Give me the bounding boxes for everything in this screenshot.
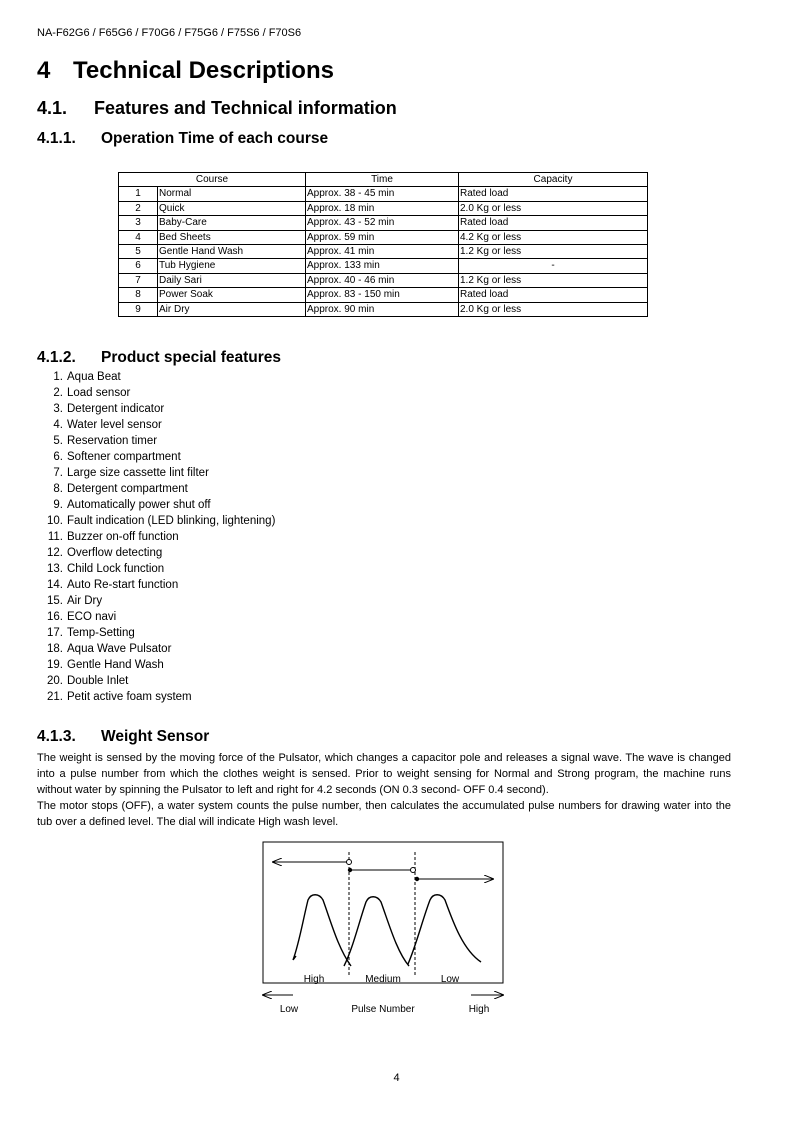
list-item-text: Reservation timer [67, 435, 158, 447]
threshold-marker-filled [415, 877, 419, 881]
course-capacity-cell: Rated load [459, 187, 648, 201]
list-item-text: Overflow detecting [67, 547, 163, 559]
list-item-text: Fault indication (LED blinking, lightening) [67, 515, 276, 527]
list-item-text: Petit active foam system [67, 691, 192, 703]
list-item [37, 529, 275, 545]
list-item-text: Softener compartment [67, 451, 181, 463]
weight-sensor-description [37, 750, 731, 830]
operation-time-heading [37, 130, 328, 148]
course-time-cell: Approx. 43 - 52 min [306, 216, 459, 230]
list-item-number: 7. [53, 467, 63, 479]
table-body [119, 187, 648, 317]
course-name-cell: Daily Sari [158, 273, 306, 287]
table-row [119, 245, 648, 259]
list-item [37, 577, 275, 593]
weight-sensor-title: Weight Sensor [101, 728, 210, 745]
list-item-text: Double Inlet [67, 675, 129, 687]
list-item [37, 513, 275, 529]
threshold-marker-open [411, 868, 416, 873]
list-item [37, 481, 275, 497]
course-name-cell: Tub Hygiene [158, 259, 306, 273]
list-item [37, 369, 275, 385]
table-row [119, 201, 648, 215]
list-item-text: Aqua Beat [67, 371, 121, 383]
list-item-number: 12. [47, 547, 63, 559]
list-item [37, 465, 275, 481]
list-item-text: Large size cassette lint filter [67, 467, 209, 479]
course-index-cell: 6 [119, 259, 158, 273]
list-item [37, 593, 275, 609]
paragraph: The motor stops (OFF), a water system counts the pulse number, then calculates the accumulated pulse numbers for drawing water into the tub over a defined level. The dial will indicate High wash level. [37, 800, 731, 828]
course-index-cell: 4 [119, 230, 158, 244]
level-label-medium: Medium [365, 974, 401, 985]
list-item-text: Detergent compartment [67, 483, 188, 495]
course-capacity-cell: Rated load [459, 216, 648, 230]
course-index-cell: 8 [119, 288, 158, 302]
list-item [37, 673, 275, 689]
section-title: Technical Descriptions [73, 57, 334, 84]
course-time-cell: Approx. 83 - 150 min [306, 288, 459, 302]
diagram-frame [263, 842, 503, 983]
course-name-cell: Gentle Hand Wash [158, 245, 306, 259]
table-row [119, 259, 648, 273]
list-item-number: 10. [47, 515, 63, 527]
course-capacity-cell: 1.2 Kg or less [459, 245, 648, 259]
course-index-cell: 5 [119, 245, 158, 259]
list-item [37, 433, 275, 449]
column-header-capacity: Capacity [459, 173, 648, 187]
course-capacity-cell: 2.0 Kg or less [459, 302, 648, 316]
list-item [37, 561, 275, 577]
list-item-number: 18. [47, 643, 63, 655]
list-item [37, 609, 275, 625]
operation-time-number: 4.1.1. [37, 130, 76, 147]
list-item-number: 8. [53, 483, 63, 495]
list-item-text: Automatically power shut off [67, 499, 211, 511]
course-capacity-cell: - [459, 259, 648, 273]
section-heading [37, 57, 334, 85]
section-number: 4 [37, 57, 51, 84]
list-item [37, 689, 275, 705]
course-name-cell: Power Soak [158, 288, 306, 302]
list-item-number: 11. [47, 531, 63, 543]
table-row [119, 216, 648, 230]
list-item [37, 497, 275, 513]
distribution-curve-low [408, 895, 481, 964]
table-row [119, 187, 648, 201]
course-time-cell: Approx. 18 min [306, 201, 459, 215]
table-row [119, 288, 648, 302]
course-name-cell: Quick [158, 201, 306, 215]
list-item-number: 4. [53, 419, 63, 431]
course-name-cell: Air Dry [158, 302, 306, 316]
course-index-cell: 3 [119, 216, 158, 230]
weight-sensor-heading [37, 728, 209, 746]
table-row [119, 230, 648, 244]
list-item [37, 401, 275, 417]
list-item-number: 19. [47, 659, 63, 671]
list-item [37, 417, 275, 433]
table-row [119, 302, 648, 316]
subsection-title: Features and Technical information [94, 98, 397, 118]
distribution-curve-high [293, 895, 351, 966]
list-item-text: Auto Re-start function [67, 579, 179, 591]
course-index-cell: 7 [119, 273, 158, 287]
list-item-text: Detergent indicator [67, 403, 165, 415]
list-item-number: 13. [47, 563, 63, 575]
list-item-number: 1. [53, 371, 63, 383]
level-label-low: Low [440, 974, 460, 985]
course-index-cell: 9 [119, 302, 158, 316]
axis-label-high: High [468, 1004, 490, 1015]
course-index-cell: 1 [119, 187, 158, 201]
special-features-number: 4.1.2. [37, 349, 76, 366]
table-row [119, 273, 648, 287]
list-item-text: Air Dry [67, 595, 103, 607]
list-item-number: 6. [53, 451, 63, 463]
list-item-number: 17. [47, 627, 63, 639]
course-time-table [118, 172, 648, 317]
course-name-cell: Baby-Care [158, 216, 306, 230]
course-time-cell: Approx. 41 min [306, 245, 459, 259]
level-label-high: High [303, 974, 325, 985]
course-capacity-cell: Rated load [459, 288, 648, 302]
table-header-row [119, 173, 648, 187]
list-item [37, 657, 275, 673]
list-item-number: 15. [47, 595, 63, 607]
weight-sensor-number: 4.1.3. [37, 728, 76, 745]
list-item-text: Buzzer on-off function [67, 531, 179, 543]
list-item-number: 2. [53, 387, 63, 399]
pulse-number-diagram [255, 838, 515, 1020]
threshold-marker-filled [348, 868, 352, 872]
course-time-cell: Approx. 40 - 46 min [306, 273, 459, 287]
list-item [37, 545, 275, 561]
course-time-cell: Approx. 59 min [306, 230, 459, 244]
list-item [37, 641, 275, 657]
column-header-course: Course [119, 173, 306, 187]
list-item-number: 21. [47, 691, 63, 703]
special-features-title: Product special features [101, 349, 282, 366]
axis-label-pulse-number: Pulse Number [351, 1004, 415, 1015]
list-item-number: 20. [47, 675, 63, 687]
operation-time-title: Operation Time of each course [101, 130, 329, 147]
course-capacity-cell: 2.0 Kg or less [459, 201, 648, 215]
course-time-cell: Approx. 90 min [306, 302, 459, 316]
list-item-number: 14. [47, 579, 63, 591]
list-item [37, 385, 275, 401]
list-item-text: Gentle Hand Wash [67, 659, 164, 671]
special-features-heading [37, 349, 281, 367]
course-capacity-cell: 1.2 Kg or less [459, 273, 648, 287]
column-header-time: Time [306, 173, 459, 187]
list-item-number: 16. [47, 611, 63, 623]
subsection-heading [37, 98, 397, 119]
feature-list [37, 369, 275, 705]
model-header: NA-F62G6 / F65G6 / F70G6 / F75G6 / F75S6 / F70S6 [37, 27, 302, 39]
list-item-text: Aqua Wave Pulsator [67, 643, 172, 655]
list-item-number: 3. [53, 403, 63, 415]
course-name-cell: Normal [158, 187, 306, 201]
course-capacity-cell: 4.2 Kg or less [459, 230, 648, 244]
threshold-marker-open [347, 860, 352, 865]
list-item-text: ECO navi [67, 611, 117, 623]
page-number: 4 [393, 1072, 400, 1084]
list-item-text: Water level sensor [67, 419, 162, 431]
distribution-curve-medium [344, 897, 409, 966]
list-item-number: 5. [53, 435, 63, 447]
list-item [37, 625, 275, 641]
course-index-cell: 2 [119, 201, 158, 215]
course-name-cell: Bed Sheets [158, 230, 306, 244]
list-item [37, 449, 275, 465]
course-time-cell: Approx. 38 - 45 min [306, 187, 459, 201]
list-item-text: Child Lock function [67, 563, 165, 575]
paragraph: The weight is sensed by the moving force of the Pulsator, which changes a capacitor pole and releases a signal wave. The wave is changed into a pulse number from which the clothes weight is sensed. Prior to weight sensing for Normal and Strong program, the machine runs without water by spinning the Pulsator to left and right for 4.2 seconds (ON 0.3 second- OFF 0.4 second). [37, 752, 731, 796]
list-item-text: Temp-Setting [67, 627, 135, 639]
course-time-cell: Approx. 133 min [306, 259, 459, 273]
subsection-number: 4.1. [37, 98, 68, 118]
list-item-text: Load sensor [67, 387, 131, 399]
list-item-number: 9. [53, 499, 63, 511]
axis-label-low: Low [279, 1004, 299, 1015]
